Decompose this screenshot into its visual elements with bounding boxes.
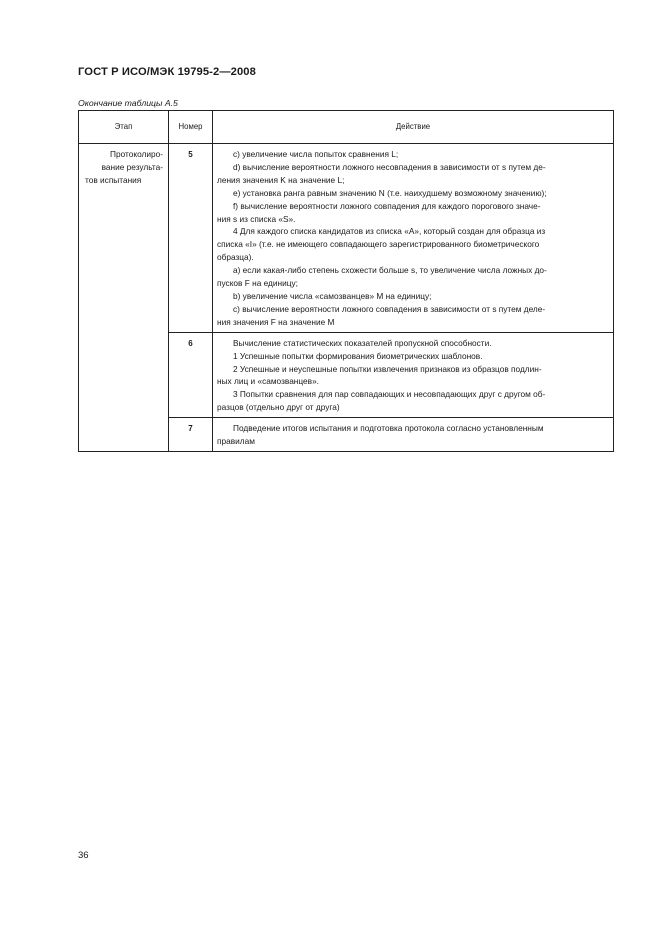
action-line: пусков F на единицу; <box>217 278 298 289</box>
action-line: d) вычисление вероятности ложного несовпадения в зависимости от s путем де- <box>233 161 546 172</box>
action-line: a) если какая-либо степень схожести больше s, то увеличение числа ложных до- <box>233 265 547 276</box>
stage-line: Протоколиро- <box>110 149 163 159</box>
table-row <box>79 144 614 333</box>
action-line: 1 Успешные попытки формирования биометрических шаблонов. <box>233 350 483 361</box>
action-line: ления значения K на значение L; <box>217 174 345 185</box>
action-line: образца). <box>217 252 254 263</box>
row-number: 5 <box>169 144 213 333</box>
action-line: f) вычисление вероятности ложного совпадения для каждого порогового значе- <box>233 200 541 211</box>
action-cell <box>213 418 614 452</box>
column-header-stage: Этап <box>79 111 169 144</box>
action-line: e) установка ранга равным значению N (т.е. наихудшему возможному значению); <box>233 187 547 198</box>
document-header: ГОСТ Р ИСО/МЭК 19795-2—2008 <box>78 66 256 78</box>
action-cell <box>213 332 614 417</box>
row-number: 7 <box>169 418 213 452</box>
table-caption: Окончание таблицы А.5 <box>78 98 178 108</box>
action-line: правилам <box>217 436 255 447</box>
action-line: Вычисление статистических показателей пропускной способности. <box>233 337 492 348</box>
page-number: 36 <box>78 850 89 861</box>
action-line: разцов (отдельно друг от друга) <box>217 402 340 413</box>
action-line: b) увеличение числа «самозванцев» M на единицу; <box>233 290 432 301</box>
action-line: 2 Успешные и неуспешные попытки извлечения признаков из образцов подлин- <box>233 363 542 374</box>
action-cell <box>213 144 614 333</box>
action-line: ных лиц и «самозванцев». <box>217 376 319 387</box>
action-line: ния s из списка «S». <box>217 213 296 224</box>
stage-line: тов испытания <box>85 174 142 185</box>
column-header-number: Номер <box>169 111 213 144</box>
action-line: Подведение итогов испытания и подготовка протокола согласно установленным <box>233 423 544 434</box>
stage-line: вание результа- <box>101 161 163 172</box>
action-line: списка «I» (т.е. не имеющего совпадающего зарегистрированного биометрического <box>217 239 540 250</box>
table-header-row <box>79 111 614 144</box>
action-line: c) вычисление вероятности ложного совпадения в зависимости от s путем деле- <box>233 303 546 314</box>
stage-cell <box>79 144 169 452</box>
action-line: ния значения F на значение M <box>217 316 335 327</box>
action-line: c) увеличение числа попыток сравнения L; <box>233 149 399 159</box>
column-header-action: Действие <box>213 111 614 144</box>
action-line: 3 Попытки сравнения для пар совпадающих и несовпадающих друг с другом об- <box>233 389 546 400</box>
actions-table <box>78 110 614 452</box>
row-number: 6 <box>169 332 213 417</box>
action-line: 4 Для каждого списка кандидатов из списка «А», который создан для образца из <box>233 226 546 237</box>
